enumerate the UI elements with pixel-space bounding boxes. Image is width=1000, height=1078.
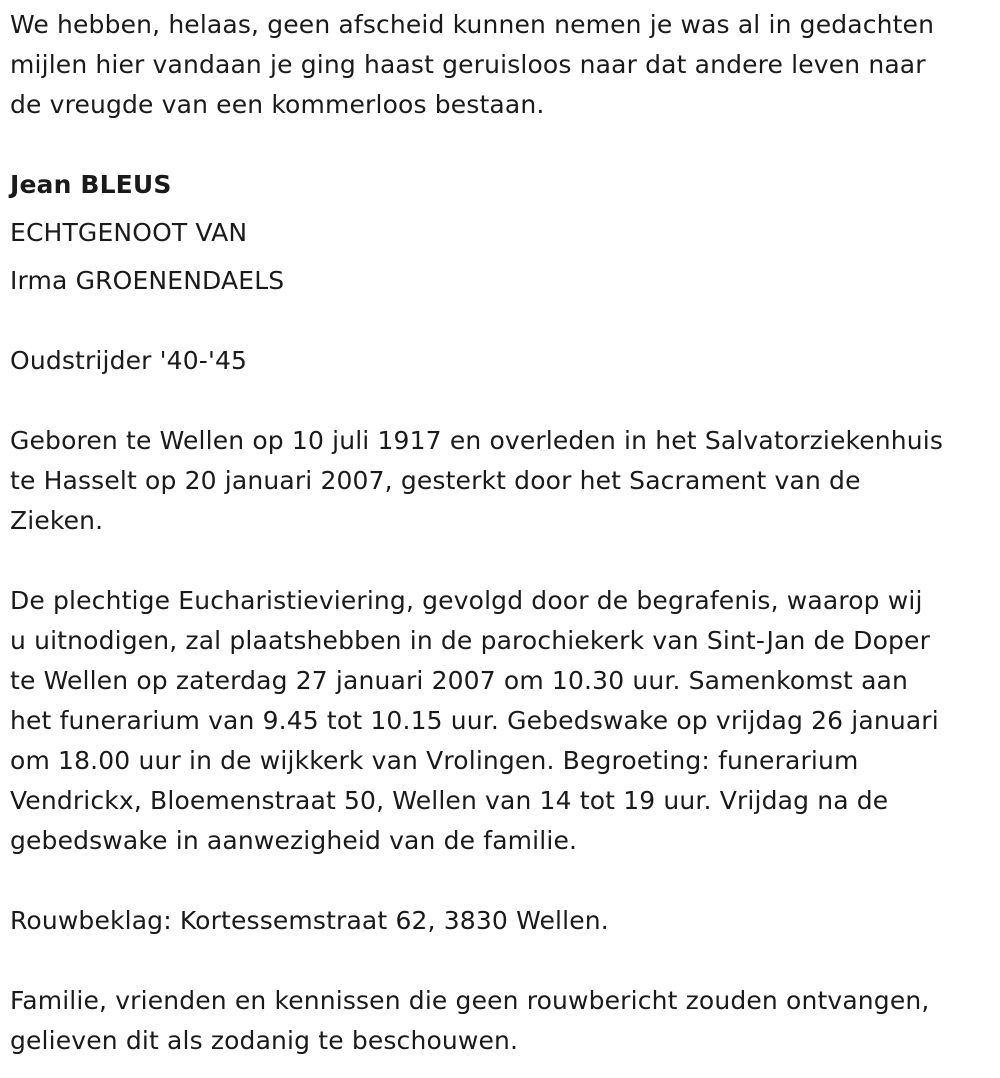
paragraph-line: Geboren te Wellen op 10 juli 1917 en overleden in het Salvatorziekenhuis <box>10 426 944 455</box>
deceased-name: Jean BLEUS <box>10 170 172 199</box>
paragraph-line: gebedswake in aanwezigheid van de familie. <box>10 826 578 855</box>
poem-line: We hebben, helaas, geen afscheid kunnen nemen je was al in gedachten <box>10 10 935 39</box>
paragraph-line: om 18.00 uur in de wijkkerk van Vrolingen. Begroeting: funerarium <box>10 746 859 775</box>
paragraph-line: te Wellen op zaterdag 27 januari 2007 om 10.30 uur. Samenkomst aan <box>10 666 909 695</box>
paragraph-line: gelieven dit als zodanig te beschouwen. <box>10 1026 519 1055</box>
relation-label: ECHTGENOOT VAN <box>10 218 248 247</box>
veteran-note: Oudstrijder '40-'45 <box>10 346 248 375</box>
poem-line: de vreugde van een kommerloos bestaan. <box>10 90 545 119</box>
spouse-name: Irma GROENENDAELS <box>10 266 285 295</box>
paragraph-line: u uitnodigen, zal plaatshebben in de parochiekerk van Sint-Jan de Doper <box>10 626 931 655</box>
paragraph-line: Vendrickx, Bloemenstraat 50, Wellen van 14 tot 19 uur. Vrijdag na de <box>10 786 889 815</box>
paragraph-line: De plechtige Eucharistieviering, gevolgd door de begrafenis, waarop wij <box>10 586 923 615</box>
paragraph-line: het funerarium van 9.45 tot 10.15 uur. Gebedswake op vrijdag 26 januari <box>10 706 939 735</box>
paragraph-line: Zieken. <box>10 506 104 535</box>
paragraph-line: te Hasselt op 20 januari 2007, gesterkt door het Sacrament van de <box>10 466 861 495</box>
paragraph-line: Familie, vrienden en kennissen die geen rouwbericht zouden ontvangen, <box>10 986 930 1015</box>
condolence-address: Rouwbeklag: Kortessemstraat 62, 3830 Wellen. <box>10 906 609 935</box>
poem-line: mijlen hier vandaan je ging haast geruisloos naar dat andere leven naar <box>10 50 926 79</box>
